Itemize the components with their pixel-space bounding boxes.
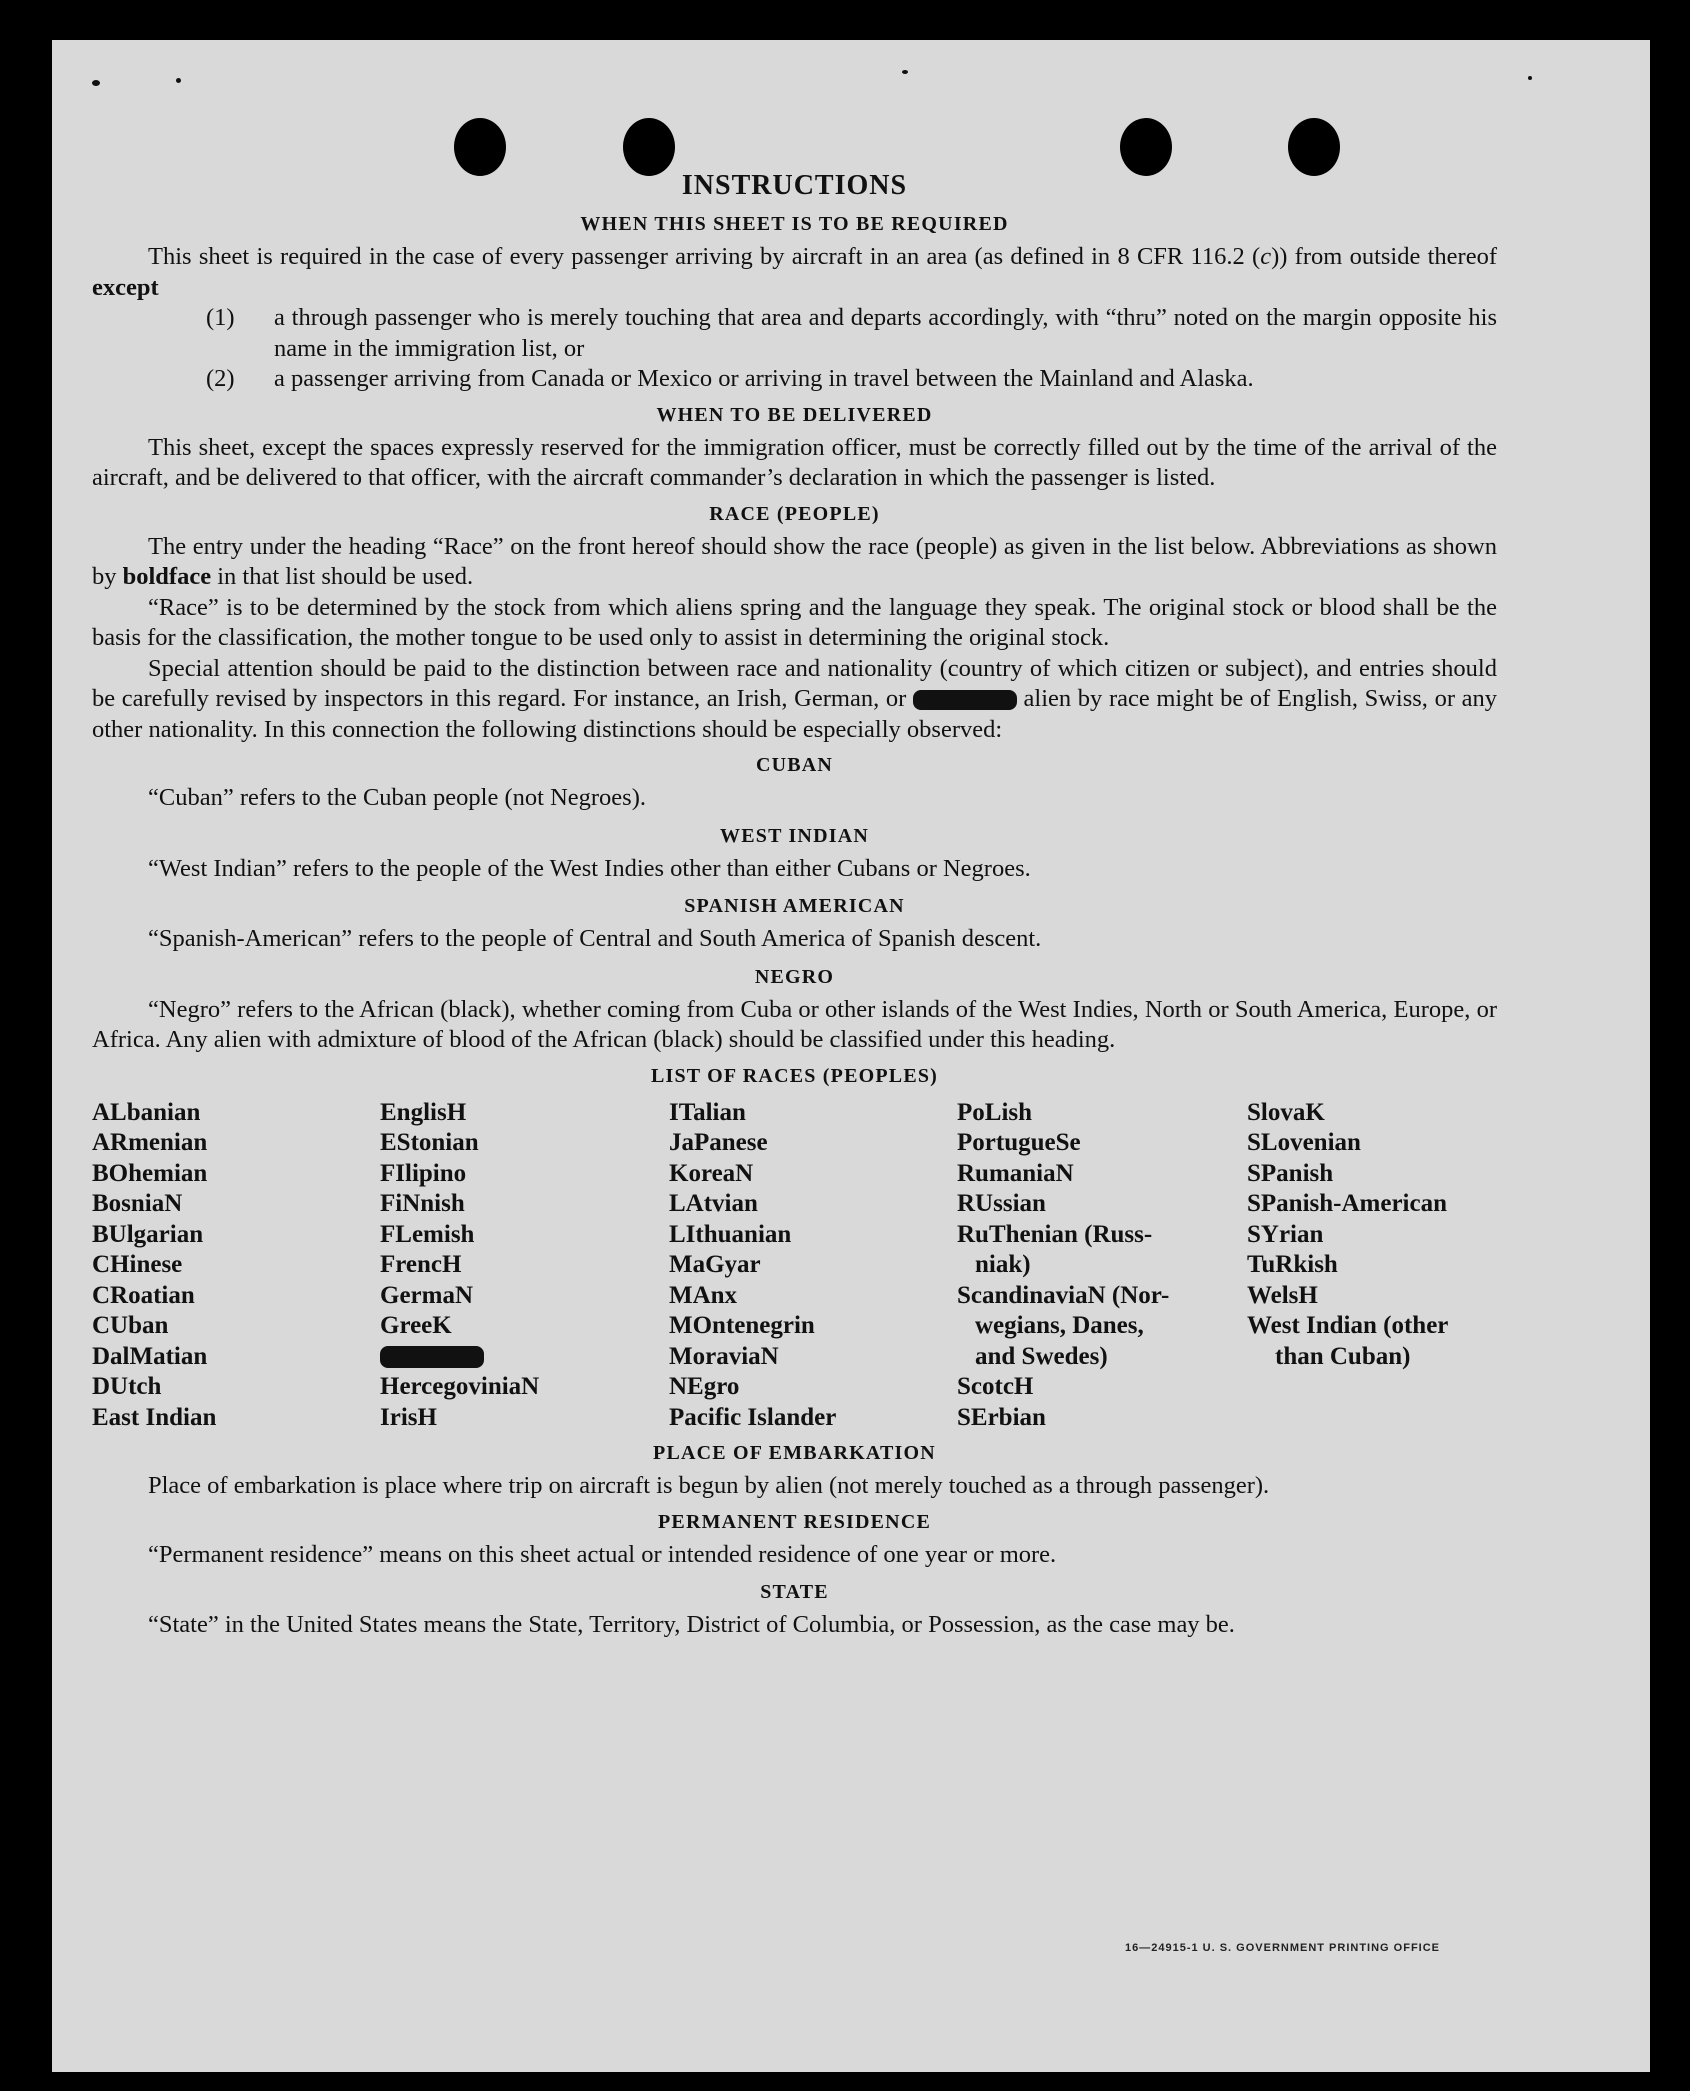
required-item-text: a passenger arriving from Canada or Mexico or arriving in travel between the Mainland and Alaska.	[274, 365, 1254, 392]
race-p3-text: Special attention should be paid to the distinction between race and nationality (country of which citizen or subject), and entries should be carefully revised by inspectors in this regard. For instance, an Irish, German, or	[92, 654, 1497, 712]
required-item-number: (1)	[206, 304, 235, 331]
cuban-text: “Cuban” refers to the Cuban people (not Negroes).	[148, 784, 646, 811]
race-entry: ITalian	[669, 1098, 746, 1126]
section-heading-spanish-american: SPANISH AMERICAN	[684, 895, 905, 917]
race-entry: EStonian	[380, 1129, 479, 1156]
negro-text: “Negro” refers to the African (black), whether coming from Cuba or other islands of the West Indies, North or South America, Europe, or Africa. Any alien with admixture of blood of the African (black) should be classified under this heading.	[92, 995, 1497, 1053]
race-entry: FLemish	[380, 1220, 475, 1248]
spanish-american-text: “Spanish-American” refers to the people of Central and South America of Spanish descent.	[148, 925, 1042, 952]
redacted-race-entry	[380, 1342, 669, 1373]
race-entry: JaPanese	[669, 1129, 768, 1156]
race-entry: WelsH	[1247, 1281, 1318, 1309]
required-item-1	[206, 303, 1497, 364]
race-paragraph-1	[92, 532, 1497, 593]
race-p3-text-2: alien by race might be of English, Swiss, or any other nationality. In this connection the following distinctions should be especially observed:	[92, 685, 1497, 743]
race-entry: MAnx	[669, 1281, 738, 1309]
section-heading-west-indian: WEST INDIAN	[720, 824, 869, 847]
race-column-5	[1247, 1098, 1497, 1434]
race-entry: SPanish-American	[1247, 1190, 1447, 1217]
race-column-2	[380, 1098, 669, 1434]
race-entry: FIlipino	[380, 1159, 467, 1187]
race-entry: MaGyar	[669, 1251, 761, 1278]
race-entry: RumaniaN	[957, 1159, 1074, 1187]
race-entry: BosniaN	[92, 1190, 183, 1217]
race-entry: FiNnish	[380, 1190, 465, 1217]
race-p1-text-2: in that list should be used.	[211, 563, 474, 590]
race-entry: PoLish	[957, 1098, 1033, 1126]
race-entry: HercegoviniaN	[380, 1373, 540, 1400]
race-entry-continued: than Cuban)	[1275, 1342, 1411, 1370]
section-heading-delivered: WHEN TO BE DELIVERED	[656, 403, 933, 426]
race-list	[92, 1098, 1497, 1434]
race-entry: RUssian	[957, 1190, 1046, 1217]
redaction-mark	[380, 1346, 484, 1368]
race-entry: NEgro	[669, 1373, 740, 1400]
section-heading-permanent-residence: PERMANENT RESIDENCE	[657, 1510, 932, 1533]
section-heading-required: WHEN THIS SHEET IS TO BE REQUIRED	[580, 213, 1009, 235]
race-column-1	[92, 1098, 380, 1434]
required-intro-text-2: )) from outside thereof	[1271, 243, 1497, 270]
race-entry: GreeK	[380, 1312, 452, 1339]
required-item-number: (2)	[206, 365, 235, 392]
speck	[92, 80, 100, 86]
race-entry: East Indian	[92, 1403, 217, 1431]
race-entry: CRoatian	[92, 1281, 195, 1309]
race-entry: RuThenian (Russ-	[957, 1220, 1153, 1248]
race-entry: FrencH	[380, 1251, 462, 1278]
race-column-3	[669, 1098, 957, 1434]
race-paragraph-3	[92, 654, 1497, 746]
race-entry-continued: and Swedes)	[975, 1342, 1108, 1370]
race-entry: MoraviaN	[669, 1342, 779, 1370]
delivered-text: This sheet, except the spaces expressly reserved for the immigration officer, must be correctly filled out by the time of the arrival of the aircraft, and be delivered to that officer, with the aircraft commander’s declaration in which the passenger is listed.	[92, 433, 1497, 491]
required-intro-text: This sheet is required in the case of every passenger arriving by aircraft in an area (as defined in 8 CFR 116.2 (	[148, 243, 1261, 270]
section-heading-list-of-races: LIST OF RACES (PEOPLES)	[650, 1064, 939, 1087]
race-entry: BUlgarian	[92, 1220, 204, 1248]
race-entry-continued: wegians, Danes,	[975, 1312, 1144, 1339]
speck	[176, 78, 181, 83]
required-intro	[92, 242, 1497, 303]
race-entry: BOhemian	[92, 1159, 208, 1187]
race-entry: ScotcH	[957, 1373, 1034, 1400]
speck	[1528, 76, 1532, 80]
west-indian-text: “West Indian” refers to the people of the West Indies other than either Cubans or Negroes.	[148, 854, 1031, 882]
printer-mark: 16—24915-1 U. S. GOVERNMENT PRINTING OFFICE	[1125, 1942, 1441, 1954]
section-heading-embarkation: PLACE OF EMBARKATION	[653, 1442, 936, 1464]
race-entry: ALbanian	[92, 1098, 201, 1126]
race-entry: SErbian	[957, 1403, 1046, 1431]
section-heading-race: RACE (PEOPLE)	[709, 502, 880, 525]
required-item-text: a through passenger who is merely touching that area and departs accordingly, with “thru” noted on the margin opposite his name in the immigration list, or	[274, 304, 1497, 362]
race-entry: PortugueSe	[957, 1129, 1081, 1156]
race-entry: DalMatian	[92, 1342, 208, 1370]
race-entry: CUban	[92, 1312, 169, 1339]
race-p1-boldface: boldface	[122, 563, 212, 590]
redaction-mark	[913, 690, 1017, 710]
race-paragraph-2: “Race” is to be determined by the stock from which aliens spring and the language they speak. The original stock or blood shall be the basis for the classification, the mother tongue to be used only to assist in determining the original stock.	[92, 593, 1497, 651]
required-item-2	[206, 364, 1497, 395]
race-entry: SYrian	[1247, 1220, 1324, 1248]
race-entry-continued: niak)	[975, 1251, 1031, 1278]
race-entry: EnglisH	[380, 1098, 467, 1126]
race-entry: LAtvian	[669, 1190, 758, 1217]
race-entry: TuRkish	[1247, 1251, 1338, 1278]
section-heading-negro: NEGRO	[754, 965, 835, 988]
required-intro-subsection: c	[1260, 243, 1272, 270]
race-entry: MOntenegrin	[669, 1312, 815, 1339]
race-column-4	[957, 1098, 1247, 1434]
race-entry: West Indian (other	[1247, 1312, 1449, 1339]
race-entry: ScandinaviaN (Nor-	[957, 1281, 1170, 1309]
speck	[902, 70, 908, 74]
permanent-residence-text: “Permanent residence” means on this sheet actual or intended residence of one year or more.	[148, 1540, 1057, 1568]
race-entry: Pacific Islander	[669, 1403, 837, 1431]
section-heading-cuban: CUBAN	[755, 754, 834, 776]
race-entry: LIthuanian	[669, 1220, 792, 1248]
required-intro-except: except	[92, 273, 159, 301]
section-heading-state: STATE	[760, 1581, 829, 1603]
page-title: INSTRUCTIONS	[681, 170, 908, 201]
embarkation-text: Place of embarkation is place where trip on aircraft is begun by alien (not merely touched as a through passenger).	[148, 1472, 1270, 1499]
race-entry: SLovenian	[1247, 1129, 1361, 1156]
race-entry: DUtch	[92, 1373, 162, 1400]
race-entry: IrisH	[380, 1403, 437, 1431]
race-entry: SlovaK	[1247, 1098, 1325, 1126]
race-entry: ARmenian	[92, 1129, 208, 1156]
race-entry: CHinese	[92, 1251, 183, 1278]
race-entry: SPanish	[1247, 1159, 1334, 1187]
state-text: “State” in the United States means the State, Territory, District of Columbia, or Possession, as the case may be.	[148, 1611, 1235, 1638]
race-entry: KoreaN	[669, 1159, 754, 1187]
race-entry: GermaN	[380, 1281, 474, 1309]
race-p1-text: The entry under the heading “Race” on the front hereof should show the race (people) as given in the list below. Abbreviations as shown by	[92, 532, 1497, 590]
instructions-content	[92, 168, 1497, 1641]
